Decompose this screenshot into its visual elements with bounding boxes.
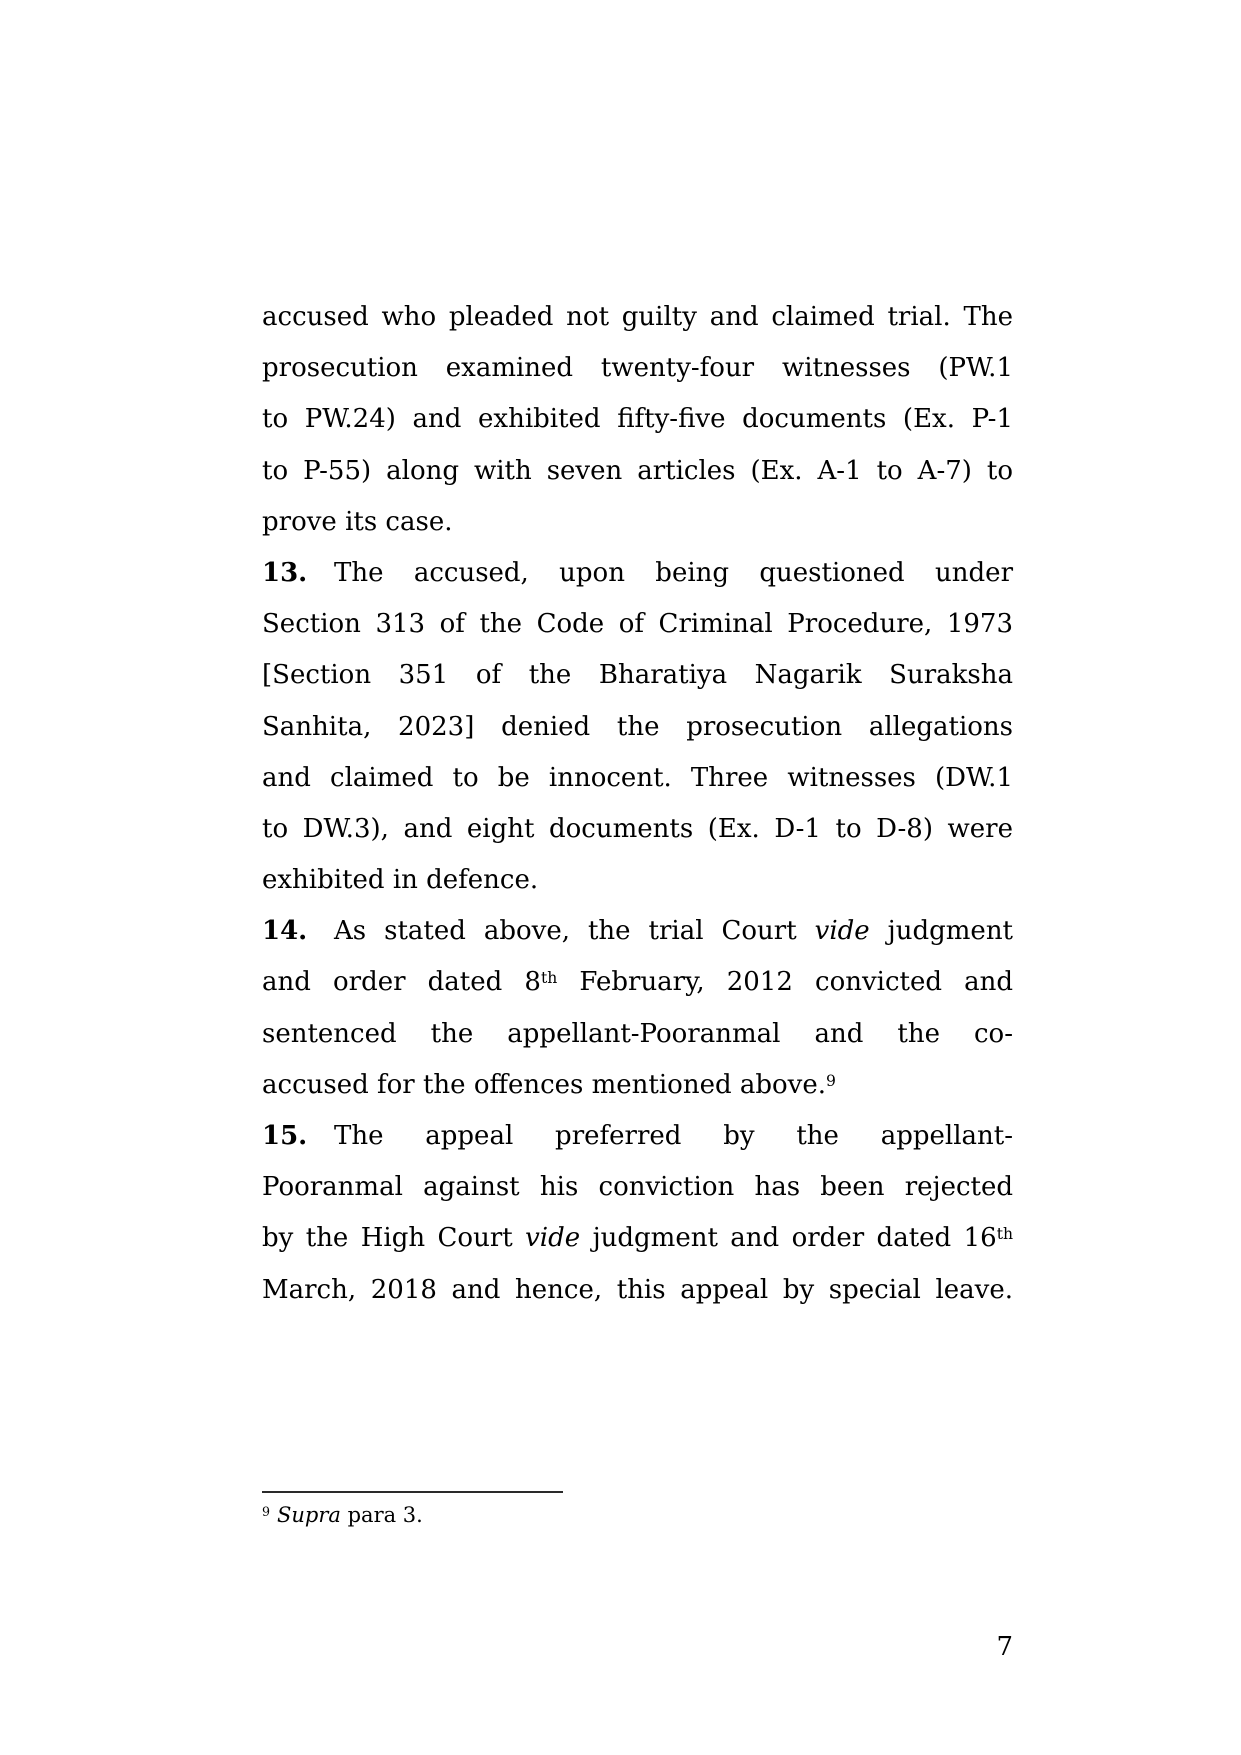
text-line	[262, 804, 1013, 855]
text-segment: and order dated 8	[262, 967, 541, 998]
text-segment: As stated above, the trial Court	[334, 916, 815, 947]
text-line	[262, 343, 1013, 394]
text-segment: judgment	[869, 916, 1014, 947]
text-segment: vide	[814, 916, 870, 947]
footnote	[262, 1491, 1013, 1530]
text-segment: sentenced the appellant-Pooranmal and the co-	[262, 1018, 1013, 1049]
text-line	[262, 548, 1013, 599]
text-line	[262, 753, 1013, 804]
text-line	[262, 957, 1013, 1008]
text-line	[262, 1111, 1013, 1162]
paragraph-number: 15.	[262, 1121, 308, 1151]
text-segment: to PW.24) and exhibited fifty-five documents (Ex. P-1	[262, 404, 1013, 435]
footnote-supra: Supra	[277, 1503, 341, 1527]
text-line	[262, 292, 1013, 343]
footnote-rest: para 3.	[340, 1503, 423, 1527]
paragraph-number: 13.	[262, 557, 308, 588]
text-segment: and claimed to be innocent. Three witnesses (DW.1	[262, 762, 1013, 793]
text-segment: accused who pleaded not guilty and claimed trial. The	[262, 302, 1013, 332]
text-segment: judgment and order dated 16	[580, 1223, 997, 1254]
text-segment: The accused, upon being questioned under	[334, 557, 1013, 588]
text-segment: prove its case.	[262, 506, 453, 537]
text-segment: Sanhita, 2023] denied the prosecution allegations	[262, 711, 1013, 742]
text-segment: Section 313 of the Code of Criminal Procedure, 1973	[262, 609, 1013, 640]
text-segment: The appeal preferred by the appellant-	[334, 1121, 1013, 1151]
footnote-marker: 9	[262, 1504, 271, 1520]
text-line	[262, 394, 1013, 445]
text-segment: [Section 351 of the Bharatiya Nagarik Suraksha	[262, 660, 1013, 691]
text-line	[262, 1162, 1013, 1213]
text-segment: to DW.3), and eight documents (Ex. D-1 to D-8) were	[262, 813, 1013, 844]
text-line	[262, 446, 1013, 497]
text-line	[262, 1009, 1013, 1060]
page-number: 7	[996, 1632, 1013, 1662]
superscript: 9	[826, 1071, 836, 1090]
text-segment: March, 2018 and hence, this appeal by special leave.	[262, 1274, 1013, 1305]
text-segment: exhibited in defence.	[262, 865, 539, 896]
text-line	[262, 1213, 1013, 1264]
text-segment: vide	[525, 1223, 581, 1254]
superscript: th	[540, 969, 558, 988]
text-line	[262, 650, 1013, 701]
text-line	[262, 1060, 1013, 1111]
footnote-text	[262, 1503, 1013, 1530]
paragraph-number: 14.	[262, 916, 308, 947]
superscript: th	[996, 1225, 1013, 1244]
text-line	[262, 855, 1013, 906]
text-line	[262, 1265, 1013, 1316]
text-line	[262, 702, 1013, 753]
text-segment: to P-55) along with seven articles (Ex. A-1 to A-7) to	[262, 455, 1013, 486]
text-line	[262, 599, 1013, 650]
text-segment: Pooranmal against his conviction has been rejected	[262, 1172, 1013, 1203]
text-line	[262, 497, 1013, 548]
body-text	[262, 292, 1013, 1316]
footnote-divider	[262, 1491, 563, 1493]
text-segment: by the High Court	[262, 1223, 526, 1254]
text-line	[262, 906, 1013, 957]
text-segment: prosecution examined twenty-four witnesses (PW.1	[262, 353, 1013, 384]
text-segment: February, 2012 convicted and	[557, 967, 1014, 998]
text-segment: accused for the offences mentioned above.	[262, 1069, 827, 1100]
